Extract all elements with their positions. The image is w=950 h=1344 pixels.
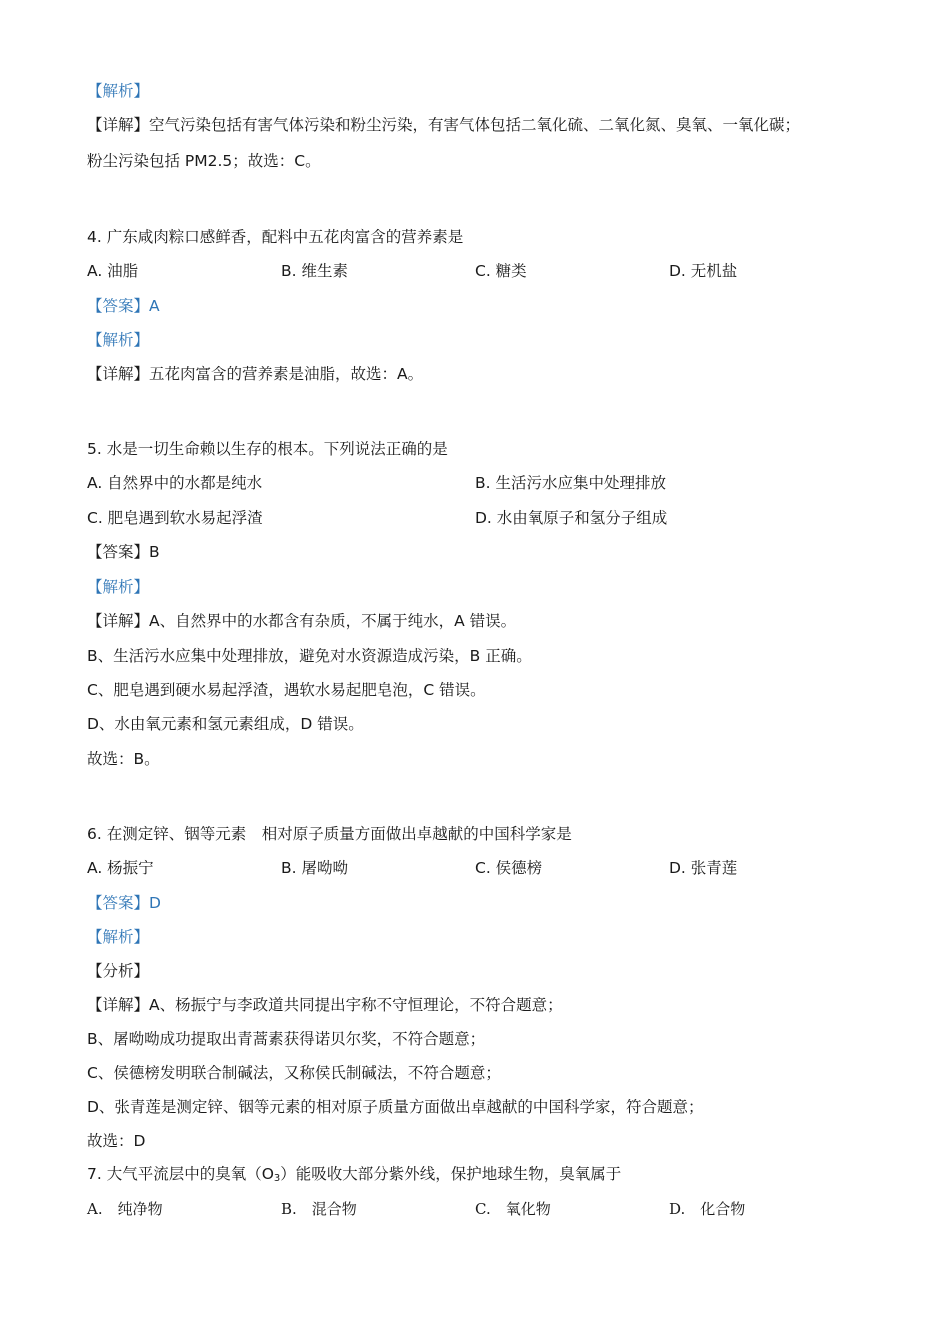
q6-stem: 6. 在测定锌、铟等元素 相对原子质量方面做出卓越献的中国科学家是 <box>87 825 572 843</box>
q5-detail-line: 【详解】A、自然界中的水都含有杂质，不属于纯水，A 错误。 <box>87 612 517 630</box>
q5-option-d: D. 水由氧原子和氢分子组成 <box>475 509 668 527</box>
q5-analysis-label: 【解析】 <box>87 578 150 596</box>
q4-option-b: B. 维生素 <box>281 262 348 280</box>
q7-options <box>0 1198 950 1220</box>
q4-option-a: A. 油脂 <box>87 262 139 280</box>
q7-option-b: B. 混合物 <box>281 1200 357 1218</box>
q5-stem: 5. 水是一切生命赖以生存的根本。下列说法正确的是 <box>87 440 448 458</box>
q6-detail-line: C、侯德榜发明联合制碱法，又称侯氏制碱法，不符合题意； <box>87 1064 501 1082</box>
q5-detail-line: B、生活污水应集中处理排放，避免对水资源造成污染，B 正确。 <box>87 647 532 665</box>
q5-detail-line: C、肥皂遇到硬水易起浮渣，遇软水易起肥皂泡，C 错误。 <box>87 681 486 699</box>
q6-option-d: D. 张青莲 <box>669 859 738 877</box>
q7-stem <box>87 1163 621 1190</box>
prev-detail-line-2: 粉尘污染包括 PM2.5；故选：C。 <box>87 152 321 170</box>
q7-stem-subscript: 3 <box>273 1173 281 1184</box>
prev-detail-line-1: 【详解】空气污染包括有害气体污染和粉尘污染，有害气体包括二氧化硫、二氧化氮、臭氧、一氧化碳； <box>87 116 801 134</box>
q7-option-c: C. 氧化物 <box>475 1200 551 1218</box>
q4-option-d: D. 无机盐 <box>669 262 738 280</box>
q4-detail: 【详解】五花肉富含的营养素是油脂，故选：A。 <box>87 365 424 383</box>
q5-options-row-2 <box>0 507 950 529</box>
q6-options <box>0 857 950 879</box>
q5-options-row-1 <box>0 472 950 494</box>
q7-stem-b: ）能吸收大部分紫外线，保护地球生物，臭氧属于 <box>280 1165 622 1183</box>
q6-conclusion: 故选：D <box>87 1132 146 1150</box>
q6-analysis-sub: 【分析】 <box>87 962 150 980</box>
q6-detail-line: B、屠呦呦成功提取出青蒿素获得诺贝尔奖，不符合题意； <box>87 1030 486 1048</box>
q6-option-c: C. 侯德榜 <box>475 859 543 877</box>
q6-answer <box>87 892 161 914</box>
q4-answer <box>87 295 160 317</box>
q4-option-c: C. 糖类 <box>475 262 527 280</box>
q4-answer-text: 【答案】A <box>87 297 160 315</box>
q6-answer-text: 【答案】D <box>87 894 161 912</box>
q5-detail-line: D、水由氧元素和氢元素组成，D 错误。 <box>87 715 364 733</box>
q5-option-b: B. 生活污水应集中处理排放 <box>475 474 666 492</box>
q6-option-b: B. 屠呦呦 <box>281 859 348 877</box>
q5-option-a: A. 自然界中的水都是纯水 <box>87 474 263 492</box>
q6-detail-line: D、张青莲是测定锌、铟等元素的相对原子质量方面做出卓越献的中国科学家，符合题意； <box>87 1098 704 1116</box>
q6-analysis-label: 【解析】 <box>87 928 150 946</box>
q4-analysis-label: 【解析】 <box>87 331 150 349</box>
q5-answer: 【答案】B <box>87 543 160 561</box>
q7-stem-a: 7. 大气平流层中的臭氧（O <box>87 1165 274 1183</box>
q6-detail-line: 【详解】A、杨振宁与李政道共同提出宇称不守恒理论，不符合题意； <box>87 996 563 1014</box>
q7-option-d: D. 化合物 <box>669 1200 746 1218</box>
q4-stem: 4. 广东咸肉粽口感鲜香，配料中五花肉富含的营养素是 <box>87 228 464 246</box>
q4-options <box>0 260 950 282</box>
q5-conclusion: 故选：B。 <box>87 750 160 768</box>
q6-option-a: A. 杨振宁 <box>87 859 154 877</box>
prev-analysis-label: 【解析】 <box>87 82 150 100</box>
q5-option-c: C. 肥皂遇到软水易起浮渣 <box>87 509 263 527</box>
q7-option-a: A. 纯净物 <box>87 1200 163 1218</box>
